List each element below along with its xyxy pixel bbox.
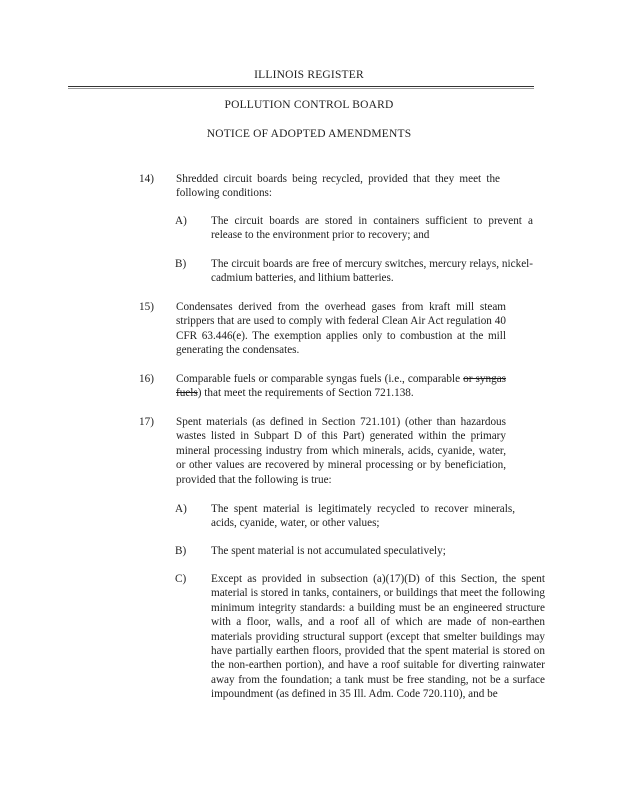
item-14a-label: A) [175,215,187,227]
item-17-number: 17) [139,416,154,428]
item-15-number: 15) [139,301,154,313]
item-15-text: Condensates derived from the overhead gases from kraft mill steam strippers that are used to comply with federal Clean Air Act regulation 40 CFR 63.446(e). The exemption applies only to combustion at the mill generating the condensates. [176,301,506,357]
item-17b-label: B) [175,545,187,557]
header-rule [68,86,534,87]
item-17c-label: C) [175,573,187,585]
item-14b-text: The circuit boards are free of mercury switches, mercury relays, nickel-cadmium batteries, and lithium batteries. [211,258,533,285]
item-16-number: 16) [139,373,154,385]
item-14b-label: B) [175,258,187,270]
item-16-text-end: ) that meet the requirements of Section 721.138. [197,387,414,400]
item-17a-label: A) [175,503,187,515]
register-title: ILLINOIS REGISTER [254,69,364,81]
item-17a-text: The spent material is legitimately recycled to recover minerals, acids, cyanide, water, or other values; [211,503,515,530]
item-17b-text: The spent material is not accumulated speculatively; [211,545,446,557]
item-16-text [176,372,506,401]
item-17c-text: Except as provided in subsection (a)(17)(D) of this Section, the spent material is stored in tanks, containers, or buildings that meet the following minimum integrity standards: a building must be an engineered structure with a floor, walls, and a roof all of which are made of non-earthen materials providing structural support (except that smelter buildings may have partially earthen floors, provided that the spent material is stored on the non-earthen portion), and have a roof suitable for diverting rainwater away from the foundation; a tank must be free standing, not be a surface impoundment (as defined in 35 Ill. Adm. Code 720.110), and be [211,573,545,701]
item-16-struck-text: or syngas fuels [176,373,507,400]
agency-title: POLLUTION CONTROL BOARD [224,99,394,111]
item-14a-text: The circuit boards are stored in containers sufficient to prevent a release to the environment prior to recovery; and [211,215,533,242]
item-17-text: Spent materials (as defined in Section 721.101) (other than hazardous wastes listed in Subpart D of this Part) generated within the primary mineral processing industry from which minerals, acids, cyanide, water, or other values are recovered by mineral processing or by beneficiation, provided that the following is true: [176,416,506,486]
item-14-text: Shredded circuit boards being recycled, provided that they meet the following conditions: [176,173,500,200]
item-16-text-start: Comparable fuels or comparable syngas fuels (i.e., comparable [176,373,461,385]
item-14-number: 14) [139,173,154,185]
notice-title: NOTICE OF ADOPTED AMENDMENTS [206,128,412,140]
header-rule-secondary [68,88,534,89]
